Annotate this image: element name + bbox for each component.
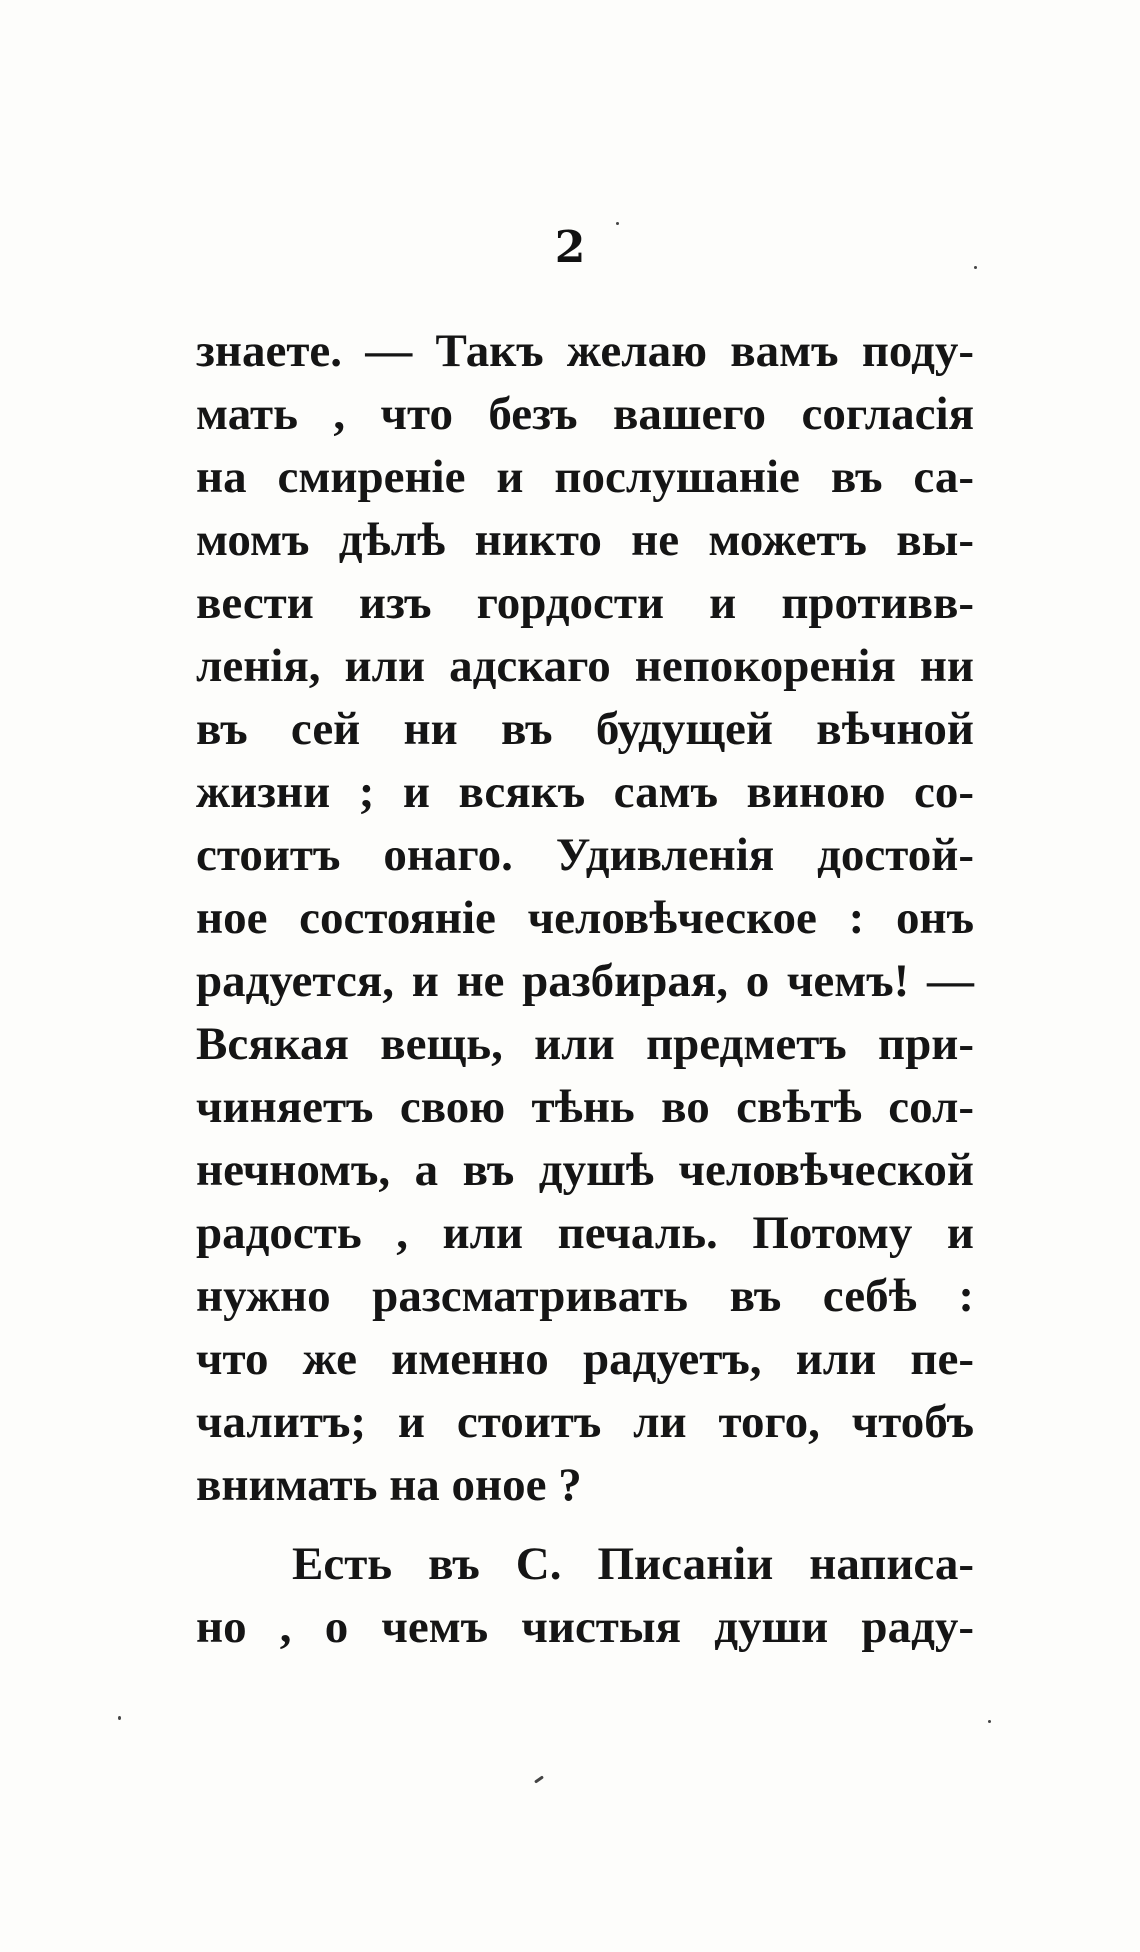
paragraph-1 bbox=[196, 320, 974, 1517]
paragraph-2 bbox=[196, 1533, 974, 1659]
text-line: стоитъ онаго. Удивленія достой- bbox=[196, 829, 974, 881]
text-line: на смиреніе и послушаніе въ са- bbox=[196, 451, 974, 503]
scan-speck bbox=[534, 1775, 544, 1783]
text-line: ное состояніе человѣческое : онъ bbox=[196, 892, 974, 944]
text-line: радость , или печаль. Потому и bbox=[196, 1207, 974, 1259]
text-line: въ сей ни въ будущей вѣчной bbox=[196, 703, 974, 755]
text-line: знаете. — Такъ желаю вамъ поду- bbox=[196, 325, 974, 377]
text-line: жизни ; и всякъ самъ виною со- bbox=[196, 766, 974, 818]
text-line: мать , что безъ вашего согласія bbox=[196, 388, 974, 440]
paragraph-gap bbox=[196, 1517, 974, 1533]
text-line: чалитъ; и стоитъ ли того, чтобъ bbox=[196, 1396, 974, 1448]
text-line: вести изъ гордости и противв- bbox=[196, 577, 974, 629]
text-line: что же именно радуетъ, или пе- bbox=[196, 1333, 974, 1385]
text-line: но , о чемъ чистыя души раду- bbox=[196, 1601, 974, 1653]
text-line: нужно разсматривать въ себѣ : bbox=[196, 1270, 974, 1322]
text-line: Есть въ С. Писаніи написа- bbox=[292, 1538, 974, 1590]
text-line: момъ дѣлѣ никто не можетъ вы- bbox=[196, 514, 974, 566]
text-line: нечномъ, а въ душѣ человѣческой bbox=[196, 1144, 974, 1196]
scan-speck bbox=[118, 1716, 121, 1720]
text-line: чиняетъ свою тѣнь во свѣтѣ сол- bbox=[196, 1081, 974, 1133]
text-line: радуется, и не разбирая, о чемъ! — bbox=[196, 955, 974, 1007]
page-number: 2 bbox=[554, 222, 586, 273]
text-line: Всякая вещь, или предметъ при- bbox=[196, 1018, 974, 1070]
scan-speck bbox=[988, 1720, 991, 1723]
text-line: внимать на оное ? bbox=[196, 1459, 582, 1511]
text-line: ленія, или адскаго непокоренія ни bbox=[196, 640, 974, 692]
scan-speck bbox=[974, 266, 977, 269]
scan-speck bbox=[616, 222, 619, 225]
body-text bbox=[196, 320, 974, 1659]
